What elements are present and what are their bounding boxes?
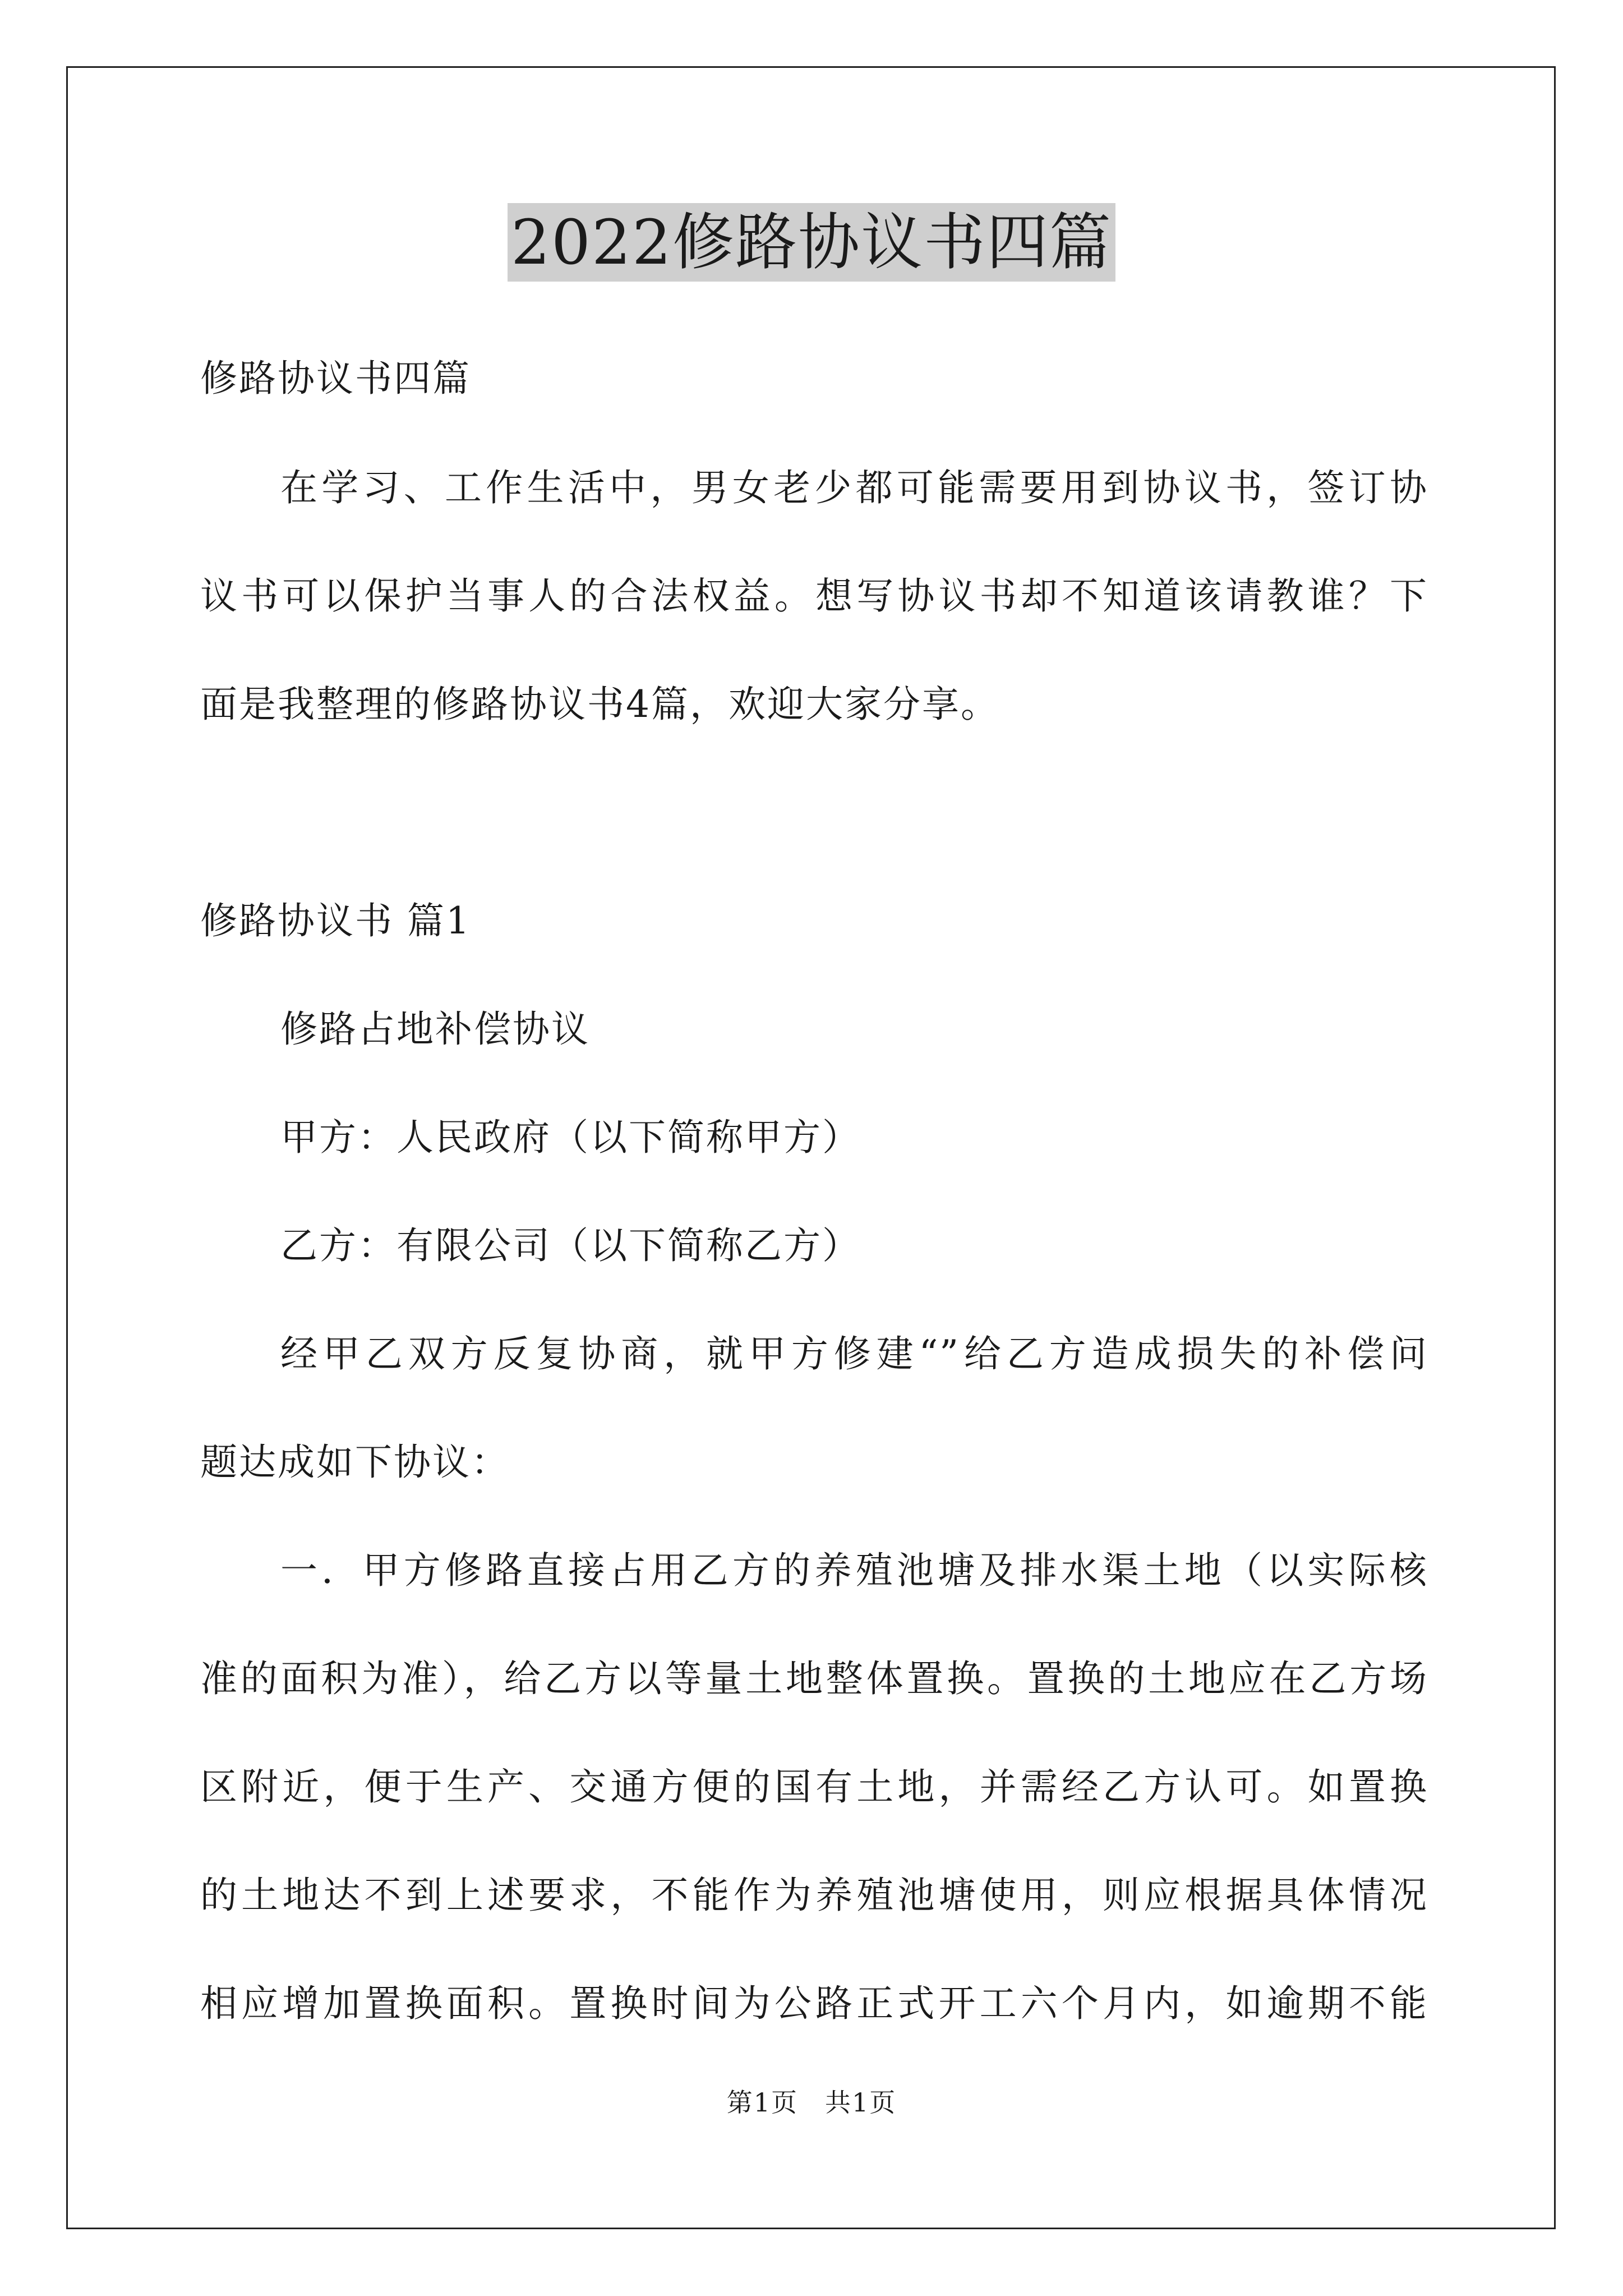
section-heading: 修路协议书 篇1 bbox=[200, 899, 471, 942]
intro-line-2: 议书可以保护当事人的合法权益。想写协议书却不知道该请教谁？下 bbox=[200, 574, 1428, 618]
clause1-line-3: 区附近，便于生产、交通方便的国有土地，并需经乙方认可。如置换 bbox=[200, 1765, 1428, 1809]
party-a: 甲方：人民政府（以下简称甲方） bbox=[280, 1116, 861, 1159]
page-footer: 第1页 共1页 bbox=[726, 2087, 897, 2118]
clause1-line-5: 相应增加置换面积。置换时间为公路正式开工六个月内，如逾期不能 bbox=[200, 1982, 1428, 2025]
intro-line-3: 面是我整理的修路协议书4篇，欢迎大家分享。 bbox=[200, 683, 999, 726]
title-wrap bbox=[0, 203, 1623, 282]
clause1-line-1: 一．甲方修路直接占用乙方的养殖池塘及排水渠土地（以实际核 bbox=[280, 1549, 1428, 1592]
preamble-line-1: 经甲乙双方反复协商，就甲方修建“”给乙方造成损失的补偿问 bbox=[280, 1332, 1428, 1375]
document-title: 2022修路协议书四篇 bbox=[508, 203, 1115, 282]
clause1-line-4: 的土地达不到上述要求，不能作为养殖池塘使用，则应根据具体情况 bbox=[200, 1874, 1428, 1917]
party-b: 乙方：有限公司（以下简称乙方） bbox=[280, 1224, 861, 1267]
clause1-line-2: 准的面积为准），给乙方以等量土地整体置换。置换的土地应在乙方场 bbox=[200, 1657, 1428, 1700]
intro-line-1: 在学习、工作生活中，男女老少都可能需要用到协议书，签订协 bbox=[280, 466, 1428, 509]
subtitle: 修路协议书四篇 bbox=[200, 357, 471, 400]
agreement-title: 修路占地补偿协议 bbox=[280, 1007, 590, 1051]
preamble-line-2: 题达成如下协议： bbox=[200, 1441, 510, 1484]
